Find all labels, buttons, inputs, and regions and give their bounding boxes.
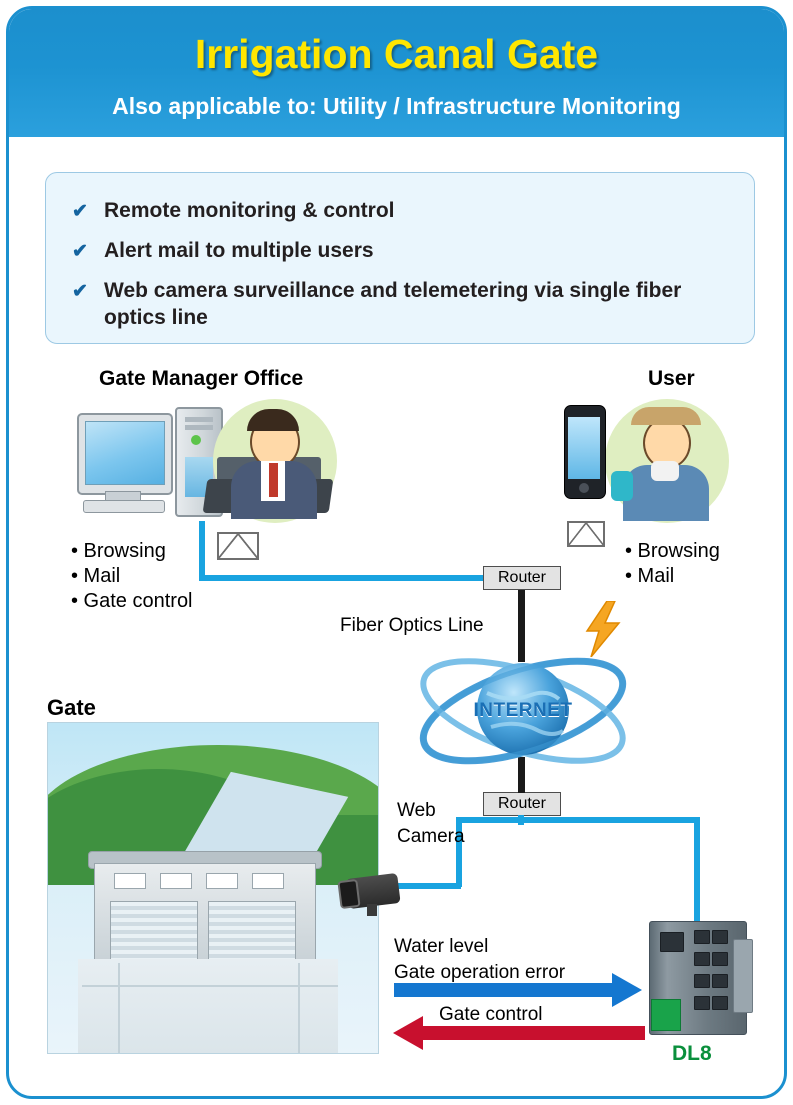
mail-icon [567,521,605,547]
camera-mount [367,904,377,916]
downlink-arrow-head [393,1016,423,1050]
dl8-port [712,952,728,966]
page-title: Irrigation Canal Gate [194,31,599,77]
downlink-label: Gate control [439,1004,543,1025]
poster-card [6,6,787,1099]
dl8-port [694,930,710,944]
tower-slot [185,417,213,422]
dl8-side-module [733,939,753,1013]
page-subtitle: Also applicable to: Utility / Infrastructure Monitoring [112,93,681,119]
gate-photo [47,722,379,1054]
dl8-port [712,974,728,988]
web-camera-label [397,798,465,850]
monitor-base [83,500,165,513]
mail-icon [217,532,259,560]
camera-lens [337,879,360,909]
user-bullet: • Browsing [625,540,720,562]
dl8-label: DL8 [672,1042,712,1065]
office-person-tie [269,463,278,497]
internet-label: INTERNET [473,700,573,721]
feature-text: Remote monitoring & control [104,199,395,222]
feature-text: Web camera surveillance and telemetering via single fiber optics line [104,279,682,329]
uplink-label-line1: Water level [394,936,489,957]
gate-panel [110,901,198,961]
router-bottom: Router [483,792,561,816]
apron-line [82,985,338,987]
web-camera-label-line1: Web [397,800,436,821]
gate-window [114,873,146,889]
feature-text: Alert mail to multiple users [104,239,374,262]
tower-slot [185,425,213,430]
gate-window [160,873,192,889]
dl8-port [694,952,710,966]
uplink-label [394,934,565,986]
feature-list [45,172,755,344]
feature-item [72,197,395,224]
user-scarf [651,461,679,481]
wire-office-horizontal [199,575,487,581]
downlink-arrow-shaft [423,1026,645,1040]
dl8-port [694,974,710,988]
uplink-label-line2: Gate operation error [394,962,566,983]
dl8-port [712,996,728,1010]
user-bullets [625,539,720,589]
gate-window [206,873,238,889]
gate-title: Gate [47,695,96,720]
desktop-monitor-icon [77,413,173,495]
smartphone-home-button [579,483,589,493]
header-banner [9,9,784,137]
uplink-arrow-head [612,973,642,1007]
office-bullets [71,539,193,614]
wire-router-drop [518,815,524,825]
user-hat [631,407,701,425]
dl8-port [712,930,728,944]
uplink-arrow-shaft [394,983,614,997]
internet-globe-icon [413,641,633,781]
fiber-line-label: Fiber Optics Line [340,615,484,636]
user-hand-phone [611,471,633,501]
office-title: Gate Manager Office [99,367,304,390]
wire-bus-horizontal [456,817,700,823]
user-title: User [648,367,695,390]
feature-item [72,277,712,331]
wire-office-vertical [199,521,205,579]
apron-line [118,963,120,1053]
gate-panel [208,901,296,961]
router-top: Router [483,566,561,590]
web-camera-label-line2: Camera [397,826,465,847]
smartphone-screen [568,417,600,479]
office-bullet: • Browsing [71,540,166,562]
gate-window [252,873,284,889]
monitor-screen [85,421,165,485]
dl8-port [660,932,684,952]
dl8-terminal-block [651,999,681,1031]
check-icon: ✔ [72,201,88,222]
user-bullet: • Mail [625,565,675,587]
apron-line [298,963,300,1053]
office-bullet: • Gate control [71,590,193,612]
feature-item [72,237,374,264]
check-icon: ✔ [72,241,88,262]
power-led-icon [191,435,201,445]
office-bullet: • Mail [71,565,121,587]
dl8-port [694,996,710,1010]
check-icon: ✔ [72,281,88,302]
